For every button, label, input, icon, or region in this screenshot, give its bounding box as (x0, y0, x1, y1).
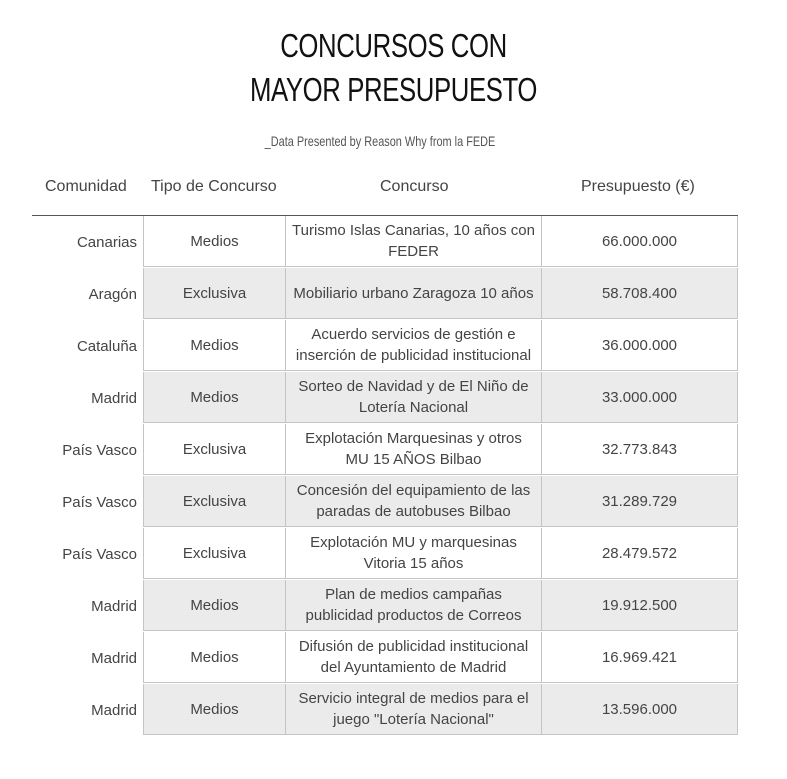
cell-presupuesto: 66.000.000 (542, 216, 738, 267)
cell-concurso: Turismo Islas Canarias, 10 años con FEDER (286, 216, 542, 267)
table-row (143, 580, 738, 632)
table-row (143, 424, 738, 476)
cell-concurso: Sorteo de Navidad y de El Niño de Lotería Nacional (286, 372, 542, 423)
cell-presupuesto: 33.000.000 (542, 372, 738, 423)
cell-comunidad: Madrid (91, 701, 137, 719)
cell-comunidad: País Vasco (62, 545, 137, 563)
title-line-2: MAYOR PRESUPUESTO (249, 71, 538, 108)
cell-presupuesto: 19.912.500 (542, 580, 738, 631)
cell-concurso: Servicio integral de medios para el juego "Lotería Nacional" (286, 684, 542, 735)
header-tipo: Tipo de Concurso (151, 178, 277, 195)
header-concurso: Concurso (380, 178, 449, 195)
cell-comunidad: Madrid (91, 649, 137, 667)
cell-tipo: Medios (143, 216, 286, 267)
cell-comunidad: Madrid (91, 389, 137, 407)
cell-tipo: Exclusiva (143, 268, 286, 319)
table-row (143, 216, 738, 268)
cell-concurso: Explotación MU y marquesinas Vitoria 15 años (286, 528, 542, 579)
chart-subtitle: _Data Presented by Reason Why from la FEDE (264, 133, 496, 149)
cell-presupuesto: 32.773.843 (542, 424, 738, 475)
cell-presupuesto: 13.596.000 (542, 684, 738, 735)
table-body (143, 216, 738, 736)
cell-presupuesto: 28.479.572 (542, 528, 738, 579)
table-row (143, 268, 738, 320)
cell-presupuesto: 58.708.400 (542, 268, 738, 319)
cell-tipo: Exclusiva (143, 424, 286, 475)
cell-tipo: Exclusiva (143, 476, 286, 527)
cell-comunidad: Aragón (88, 285, 137, 303)
cell-presupuesto: 31.289.729 (542, 476, 738, 527)
cell-presupuesto: 36.000.000 (542, 320, 738, 371)
cell-tipo: Medios (143, 684, 286, 735)
cell-comunidad: Canarias (76, 233, 137, 251)
cell-comunidad: País Vasco (62, 441, 137, 459)
cell-concurso: Mobiliario urbano Zaragoza 10 años (286, 268, 542, 319)
cell-tipo: Exclusiva (143, 528, 286, 579)
chart-title (87, 24, 701, 112)
header-comunidad: Comunidad (45, 178, 127, 195)
header-presupuesto: Presupuesto (€) (581, 178, 695, 195)
cell-comunidad: Madrid (91, 597, 137, 615)
cell-comunidad: Cataluña (76, 337, 137, 355)
cell-presupuesto: 16.969.421 (542, 632, 738, 683)
cell-concurso: Acuerdo servicios de gestión e inserción de publicidad institucional (286, 320, 542, 371)
cell-tipo: Medios (143, 372, 286, 423)
title-line-1: CONCURSOS CON (280, 27, 507, 64)
table-row (143, 372, 738, 424)
cell-tipo: Medios (143, 580, 286, 631)
cell-concurso: Plan de medios campañas publicidad productos de Correos (286, 580, 542, 631)
cell-concurso: Difusión de publicidad institucional del Ayuntamiento de Madrid (286, 632, 542, 683)
cell-tipo: Medios (143, 320, 286, 371)
cell-comunidad: País Vasco (62, 493, 137, 511)
cell-concurso: Concesión del equipamiento de las paradas de autobuses Bilbao (286, 476, 542, 527)
table-row (143, 320, 738, 372)
table-row (143, 528, 738, 580)
cell-tipo: Medios (143, 632, 286, 683)
cell-concurso: Explotación Marquesinas y otros MU 15 AÑOS Bilbao (286, 424, 542, 475)
table-row (143, 684, 738, 736)
table-row (143, 632, 738, 684)
table-row (143, 476, 738, 528)
